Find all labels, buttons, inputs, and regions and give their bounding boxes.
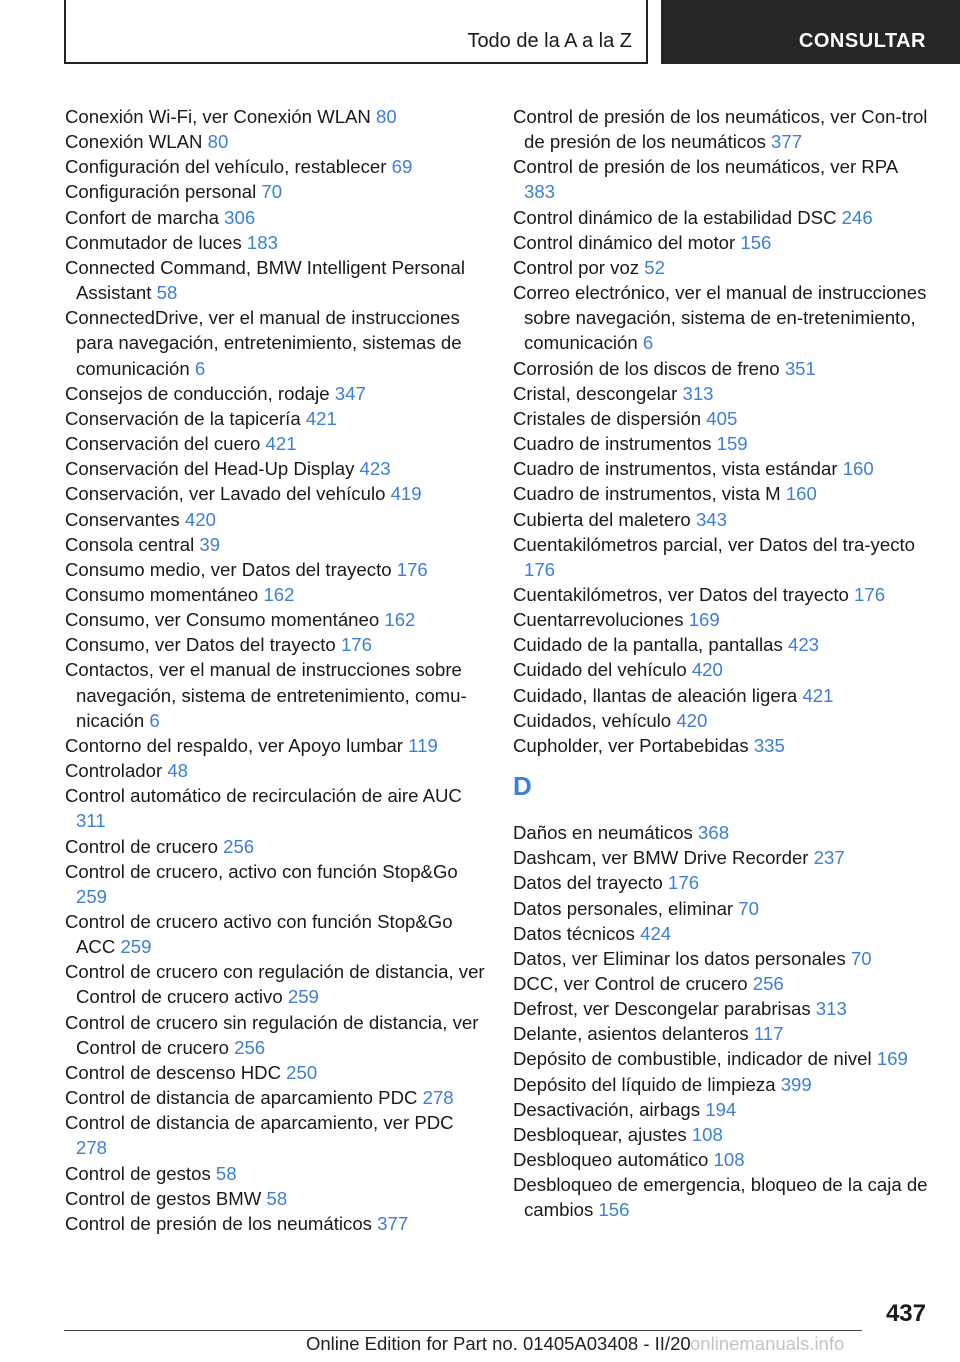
- page-reference-link[interactable]: 347: [334, 382, 366, 404]
- page-reference-link[interactable]: 250: [286, 1061, 318, 1083]
- index-entry-text: Consumo, ver Consumo momentáneo: [65, 609, 385, 631]
- index-entry-text: Cuentakilómetros, ver Datos del trayecto: [513, 583, 855, 605]
- index-entry: [513, 845, 933, 870]
- index-entry-text: Cuidados, vehículo: [513, 709, 677, 731]
- page-reference-link[interactable]: 52: [644, 256, 665, 278]
- index-entry-text: Control de distancia de aparcamiento PDC: [65, 1087, 423, 1109]
- index-entry-text: Corrosión de los discos de freno: [513, 357, 785, 379]
- index-entry: [65, 104, 485, 129]
- index-entry: [65, 1010, 485, 1060]
- index-entry: [513, 820, 933, 845]
- page-reference-link[interactable]: 6: [194, 357, 206, 379]
- page-reference-link[interactable]: 311: [76, 810, 106, 832]
- index-entry: [513, 607, 933, 632]
- index-entry: [513, 230, 933, 255]
- page-reference-link[interactable]: 58: [215, 1162, 237, 1184]
- index-entry-text: Confort de marcha: [65, 206, 225, 228]
- index-entry: [65, 1085, 485, 1110]
- page-reference-link[interactable]: 160: [842, 458, 874, 480]
- page-reference-link[interactable]: 420: [691, 659, 723, 681]
- page-reference-link[interactable]: 169: [876, 1048, 908, 1070]
- page-reference-link[interactable]: 377: [377, 1212, 409, 1234]
- page-number: 437: [885, 1300, 926, 1327]
- page-reference-link[interactable]: 6: [149, 709, 160, 731]
- index-entry: [65, 557, 485, 582]
- index-entry: [65, 205, 485, 230]
- index-entry: [513, 356, 933, 381]
- index-entry-text: Desactivación, airbags: [513, 1098, 706, 1120]
- page-reference-link[interactable]: 368: [698, 822, 730, 844]
- index-entry: [513, 921, 933, 946]
- index-entry-text: Control de presión de los neumáticos, ver RPA: [513, 156, 898, 178]
- index-entry: [65, 733, 485, 758]
- page-reference-link[interactable]: 256: [752, 973, 784, 994]
- index-entry: [65, 255, 485, 305]
- index-entry: [513, 104, 933, 154]
- index-entry: [513, 1046, 933, 1071]
- index-entry: [513, 683, 933, 708]
- index-entry-text: Configuración del vehículo, restablecer: [65, 156, 392, 178]
- page-reference-link[interactable]: 58: [156, 282, 178, 304]
- page-reference-link[interactable]: 80: [376, 106, 397, 127]
- index-entry: [513, 507, 933, 532]
- page-reference-link[interactable]: 419: [390, 483, 422, 505]
- index-entry-text: Conservación del Head-Up Display: [65, 458, 360, 480]
- index-entry: [513, 280, 933, 355]
- page-reference-link[interactable]: 259: [287, 986, 319, 1008]
- index-entry: [513, 456, 933, 481]
- index-entry-text: Control de distancia de aparcamiento, ver PDC: [65, 1112, 454, 1134]
- section-title: Todo de la A a la Z: [467, 30, 632, 52]
- page-reference-link[interactable]: 246: [841, 206, 873, 228]
- index-entry-text: Cuadro de instrumentos: [513, 433, 717, 455]
- index-entry: [513, 896, 933, 921]
- index-entry: [513, 870, 933, 895]
- index-entry-text: Consola central: [65, 533, 200, 555]
- index-entry-text: Conservantes: [65, 508, 185, 530]
- index-entry: [65, 632, 485, 657]
- index-entry: [65, 859, 485, 909]
- page-reference-link[interactable]: 176: [668, 872, 700, 894]
- page-reference-link[interactable]: 405: [706, 407, 738, 429]
- index-entry: [65, 783, 485, 833]
- page-reference-link[interactable]: 383: [524, 181, 556, 203]
- index-entry: [513, 406, 933, 431]
- page-reference-link[interactable]: 313: [815, 998, 847, 1020]
- index-entry-text: Cuentakilómetros parcial, ver Datos del tra-yecto: [513, 533, 915, 555]
- index-entry-text: Correo electrónico, ver el manual de instrucciones sobre navegación, sistema de en-tretenimiento, comunicación: [513, 282, 927, 354]
- index-entry-text: Control de presión de los neumáticos, ver Con-trol de presión de los neumáticos: [513, 106, 928, 153]
- index-entry-text: Conexión WLAN: [65, 131, 208, 153]
- page-reference-link[interactable]: 421: [265, 433, 297, 455]
- index-entry: [65, 1161, 485, 1186]
- page-reference-link[interactable]: 156: [740, 231, 772, 253]
- index-entry-text: Conservación, ver Lavado del vehículo: [65, 483, 391, 505]
- footer-divider: [64, 1330, 862, 1331]
- page-reference-link[interactable]: 256: [223, 835, 255, 857]
- index-entry: [513, 532, 933, 582]
- page-reference-link[interactable]: 256: [234, 1036, 266, 1058]
- index-entry: [65, 305, 485, 380]
- header-section-box: [64, 0, 648, 64]
- page-reference-link[interactable]: 421: [305, 407, 337, 429]
- index-entry: [513, 632, 933, 657]
- index-entry-text: Consumo momentáneo: [65, 583, 264, 605]
- index-entry: [513, 255, 933, 280]
- index-entry-text: Cuidado del vehículo: [513, 659, 692, 681]
- index-entry-text: Conservación del cuero: [65, 433, 266, 455]
- page-reference-link[interactable]: 176: [396, 558, 428, 580]
- index-entry: [65, 834, 485, 859]
- page-reference-link[interactable]: 156: [598, 1199, 630, 1221]
- page-reference-link[interactable]: 80: [207, 131, 229, 153]
- index-entry: [65, 154, 485, 179]
- page-reference-link[interactable]: 259: [76, 885, 108, 907]
- index-entry-text: Control de crucero: [65, 835, 224, 857]
- page-reference-link[interactable]: 259: [120, 936, 152, 958]
- index-entry: [513, 708, 933, 733]
- index-entry: [513, 1021, 933, 1046]
- index-column-left: [65, 104, 485, 1236]
- index-entry: [513, 733, 933, 758]
- page-reference-link[interactable]: 278: [422, 1087, 454, 1109]
- index-entry-text: Control de gestos BMW: [65, 1187, 267, 1209]
- page-reference-link[interactable]: 58: [266, 1187, 288, 1209]
- index-entry-text: Datos técnicos: [513, 922, 641, 944]
- index-entry-text: Desbloquear, ajustes: [513, 1123, 692, 1145]
- index-entry: [65, 607, 485, 632]
- index-entry-text: Configuración personal: [65, 181, 262, 203]
- index-entry: [513, 946, 933, 971]
- page-reference-link[interactable]: 117: [753, 1023, 784, 1045]
- index-entry-text: Conexión Wi-Fi, ver Conexión WLAN: [65, 106, 377, 127]
- index-entry-text: Cristal, descongelar: [513, 382, 683, 404]
- index-entry: [65, 909, 485, 959]
- index-entry: [513, 154, 933, 204]
- index-entry-text: Control de presión de los neumáticos: [65, 1212, 378, 1234]
- index-entry: [513, 996, 933, 1021]
- index-entry-text: Cuentarrevoluciones: [513, 609, 689, 631]
- index-entry-text: Control de crucero con regulación de distancia, ver Control de crucero activo: [65, 961, 485, 1008]
- index-entry-text: Consumo, ver Datos del trayecto: [65, 634, 341, 656]
- index-entry: [65, 1186, 485, 1211]
- index-entry: [65, 431, 485, 456]
- index-entry: [513, 431, 933, 456]
- page-reference-link[interactable]: 69: [391, 156, 413, 178]
- index-entry-text: Contactos, ver el manual de instrucciones sobre navegación, sistema de entretenimiento, comu-nicación: [65, 659, 467, 731]
- page-reference-link[interactable]: 343: [695, 508, 727, 530]
- edition-note: Online Edition for Part no. 01405A03408 - II/20: [306, 1333, 691, 1354]
- index-entry: [65, 129, 485, 154]
- index-entry: [513, 1147, 933, 1172]
- index-entry-text: Cuadro de instrumentos, vista estándar: [513, 458, 843, 480]
- index-entry: [513, 205, 933, 230]
- page-reference-link[interactable]: 420: [184, 508, 216, 530]
- consult-tab-label: CONSULTAR: [798, 30, 926, 52]
- index-entry-text: Defrost, ver Descongelar parabrisas: [513, 998, 816, 1020]
- index-entry-text: Cuidado de la pantalla, pantallas: [513, 634, 788, 656]
- index-entry: [65, 959, 485, 1009]
- index-entry-text: Control automático de recirculación de aire AUC: [65, 785, 462, 807]
- page-reference-link[interactable]: 160: [785, 483, 817, 505]
- index-entry: [65, 657, 485, 732]
- page-reference-link[interactable]: 48: [167, 760, 189, 782]
- index-entry-text: Dashcam, ver BMW Drive Recorder: [513, 847, 814, 869]
- page-reference-link[interactable]: 306: [224, 206, 256, 228]
- index-entry-text: Control de crucero activo con función Stop&Go ACC: [65, 911, 453, 958]
- index-entry: [65, 381, 485, 406]
- index-entry-text: Cupholder, ver Portabebidas: [513, 734, 754, 756]
- index-entry: [65, 582, 485, 607]
- index-entry-text: Control de crucero, activo con función Stop&Go: [65, 860, 458, 882]
- page-reference-link[interactable]: 108: [691, 1123, 723, 1145]
- index-entry: [65, 1110, 485, 1160]
- index-entry-text: Depósito del líquido de limpieza: [513, 1073, 781, 1095]
- index-entry-text: Desbloqueo automático: [513, 1149, 714, 1171]
- index-column-right: [513, 104, 933, 1223]
- index-entry-text: Consejos de conducción, rodaje: [65, 382, 335, 404]
- page-reference-link[interactable]: 421: [802, 684, 834, 706]
- page-reference-link[interactable]: 159: [716, 433, 748, 455]
- index-entry: [65, 532, 485, 557]
- index-entry-text: Cuidado, llantas de aleación ligera: [513, 684, 803, 706]
- page-reference-link[interactable]: 70: [261, 181, 283, 203]
- index-entry: [65, 1060, 485, 1085]
- index-entry-text: Cuadro de instrumentos, vista M: [513, 483, 786, 505]
- index-entry-text: Contorno del respaldo, ver Apoyo lumbar: [65, 734, 409, 756]
- index-entry-text: Connected Command, BMW Intelligent Personal Assistant: [65, 256, 465, 304]
- index-entry: [513, 1097, 933, 1122]
- page-reference-link[interactable]: 424: [640, 922, 672, 944]
- index-entry: [65, 406, 485, 431]
- page-reference-link[interactable]: 423: [359, 458, 391, 480]
- index-entry-text: Control de gestos: [65, 1162, 216, 1184]
- index-entry-text: Depósito de combustible, indicador de nivel: [513, 1048, 877, 1070]
- index-entry-text: Daños en neumáticos: [513, 822, 699, 844]
- index-entry-text: Datos, ver Eliminar los datos personales: [513, 947, 851, 969]
- index-entry-text: Consumo medio, ver Datos del trayecto: [65, 558, 397, 580]
- page-reference-link[interactable]: 162: [263, 583, 295, 605]
- page-reference-link[interactable]: 420: [676, 709, 708, 731]
- page-reference-link[interactable]: 335: [753, 734, 785, 756]
- page-reference-link[interactable]: 237: [813, 847, 845, 869]
- index-entry-text: DCC, ver Control de crucero: [513, 973, 753, 994]
- index-entry: [65, 1211, 485, 1236]
- index-entry: [513, 582, 933, 607]
- watermark: onlinemanuals.info: [690, 1333, 845, 1354]
- index-entry: [65, 230, 485, 255]
- page-reference-link[interactable]: 194: [705, 1098, 737, 1120]
- page-reference-link[interactable]: 119: [408, 734, 438, 756]
- index-entry-text: Conmutador de luces: [65, 231, 247, 253]
- index-entry-text: Control de crucero sin regulación de distancia, ver Control de crucero: [65, 1011, 479, 1058]
- index-entry: [513, 481, 933, 506]
- index-entry-text: ConnectedDrive, ver el manual de instrucciones para navegación, entretenimiento, sistemas de comunicación: [65, 307, 462, 379]
- index-entry-text: Conservación de la tapicería: [65, 407, 306, 429]
- index-entry-text: Desbloqueo de emergencia, bloqueo de la caja de cambios: [513, 1174, 928, 1221]
- page-reference-link[interactable]: 108: [713, 1149, 745, 1171]
- index-entry: [513, 1072, 933, 1097]
- index-entry: [513, 657, 933, 682]
- page-reference-link[interactable]: 399: [780, 1073, 812, 1095]
- page-reference-link[interactable]: 351: [784, 357, 816, 379]
- index-entry-text: Cubierta del maletero: [513, 508, 696, 530]
- page-reference-link[interactable]: 313: [682, 382, 714, 404]
- index-entry: [65, 179, 485, 204]
- index-entry-text: Delante, asientos delanteros: [513, 1023, 754, 1045]
- page-reference-link[interactable]: 6: [642, 332, 654, 354]
- index-entry: [65, 456, 485, 481]
- index-group-d: [513, 820, 933, 1223]
- page-reference-link[interactable]: 176: [854, 583, 886, 605]
- index-entry-text: Datos del trayecto: [513, 872, 669, 894]
- index-entry-text: Control dinámico del motor: [513, 231, 741, 253]
- page-reference-link[interactable]: 70: [738, 897, 759, 919]
- index-entry-text: Controlador: [65, 760, 168, 782]
- index-entry: [513, 1172, 933, 1222]
- index-entry-text: Cristales de dispersión: [513, 407, 707, 429]
- page-reference-link[interactable]: 423: [787, 634, 820, 656]
- index-entry: [65, 481, 485, 506]
- index-entry: [513, 1122, 933, 1147]
- index-group-c: [513, 104, 933, 758]
- page-reference-link[interactable]: 169: [688, 609, 720, 631]
- page-reference-link[interactable]: 183: [246, 231, 278, 253]
- index-entry-text: Control dinámico de la estabilidad DSC: [513, 206, 842, 228]
- index-entry-text: Control de descenso HDC: [65, 1061, 287, 1083]
- index-entry: [65, 507, 485, 532]
- page-reference-link[interactable]: 39: [199, 533, 221, 555]
- page-reference-link[interactable]: 377: [771, 131, 803, 153]
- page-reference-link[interactable]: 176: [524, 558, 556, 580]
- index-entry: [65, 758, 485, 783]
- index-entry-text: Datos personales, eliminar: [513, 897, 739, 919]
- page-reference-link[interactable]: 70: [850, 947, 872, 969]
- consult-tab[interactable]: [661, 0, 960, 64]
- index-entry-text: Control por voz: [513, 256, 645, 278]
- index-entry: [513, 381, 933, 406]
- page-reference-link[interactable]: 162: [384, 609, 416, 631]
- page-reference-link[interactable]: 278: [76, 1137, 108, 1159]
- page-reference-link[interactable]: 176: [340, 634, 372, 656]
- index-entry: [513, 971, 933, 996]
- section-letter-heading: D: [513, 771, 532, 802]
